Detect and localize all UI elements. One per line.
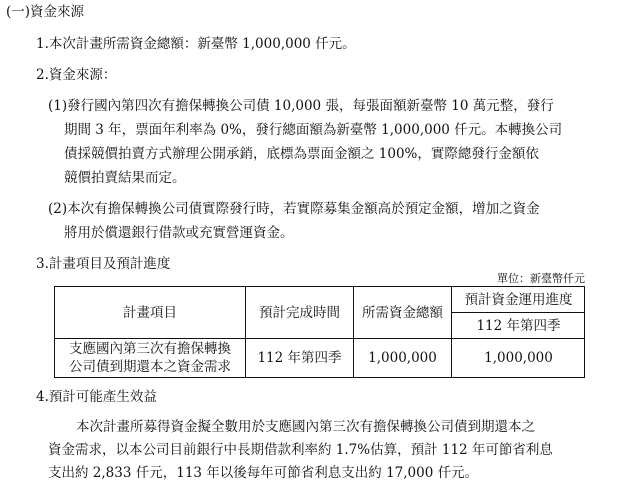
unit-label: 單位：新臺幣仟元 [497,272,585,285]
header-item: 計畫項目 [123,304,177,321]
sub-2-line-2: 將用於償還銀行借款或充實營運資金。 [64,225,294,241]
item-4-line-1: 本次計畫所募得資金擬全數用於支應國內第三次有擔保轉換公司債到期還本之 [76,419,535,435]
plan-table [54,286,585,378]
sub-2-line-1: (2)本次有擔保轉換公司債實際發行時，若實際募集金額高於預定金額，增加之資金 [48,201,540,217]
item-1: 1.本次計畫所需資金總額：新臺幣 1,000,000 仟元。 [36,36,356,52]
sub-1-line-1: (1)發行國內第四次有擔保轉換公司債 10,000 張，每張面額新臺幣 10 萬元整，發行 [48,98,554,114]
header-total: 所需資金總額 [362,304,443,321]
row-item-line-2: 公司債到期還本之資金需求 [69,359,231,375]
item-4-title: 4.預計可能產生效益 [36,389,157,405]
item-2-title: 2.資金來源： [36,67,117,83]
sub-1-line-3: 債採競價拍賣方式辦理公開承銷，底標為票面金額之 100%，實際總發行金額依 [64,146,539,162]
item-3-title: 3.計畫項目及預計進度 [36,256,171,272]
row-item-line-1: 支應國內第三次有擔保轉換 [69,341,231,357]
header-completion: 預計完成時間 [259,304,340,321]
header-schedule-period: 112 年第四季 [476,317,561,334]
header-schedule: 預計資金運用進度 [464,291,573,308]
row-completion: 112 年第四季 [257,350,342,366]
sub-1-line-2: 期間 3 年，票面年利率為 0%，發行總面額為新臺幣 1,000,000 仟元。本轉換公司 [64,122,563,138]
item-4-line-3: 支出約 2,833 仟元，113 年以後每年可節省利息支出約 17,000 仟元。 [48,465,479,481]
item-4-line-2: 資金需求，以本公司目前銀行中長期借款利率約 1.7%估算，預計 112 年可節省利息 [48,442,553,458]
row-schedule: 1,000,000 [484,350,553,366]
table-row [55,339,245,377]
sub-1-line-4: 競價拍賣結果而定。 [64,170,186,186]
section-heading: (一)資金來源 [6,4,85,20]
row-total: 1,000,000 [368,350,437,366]
